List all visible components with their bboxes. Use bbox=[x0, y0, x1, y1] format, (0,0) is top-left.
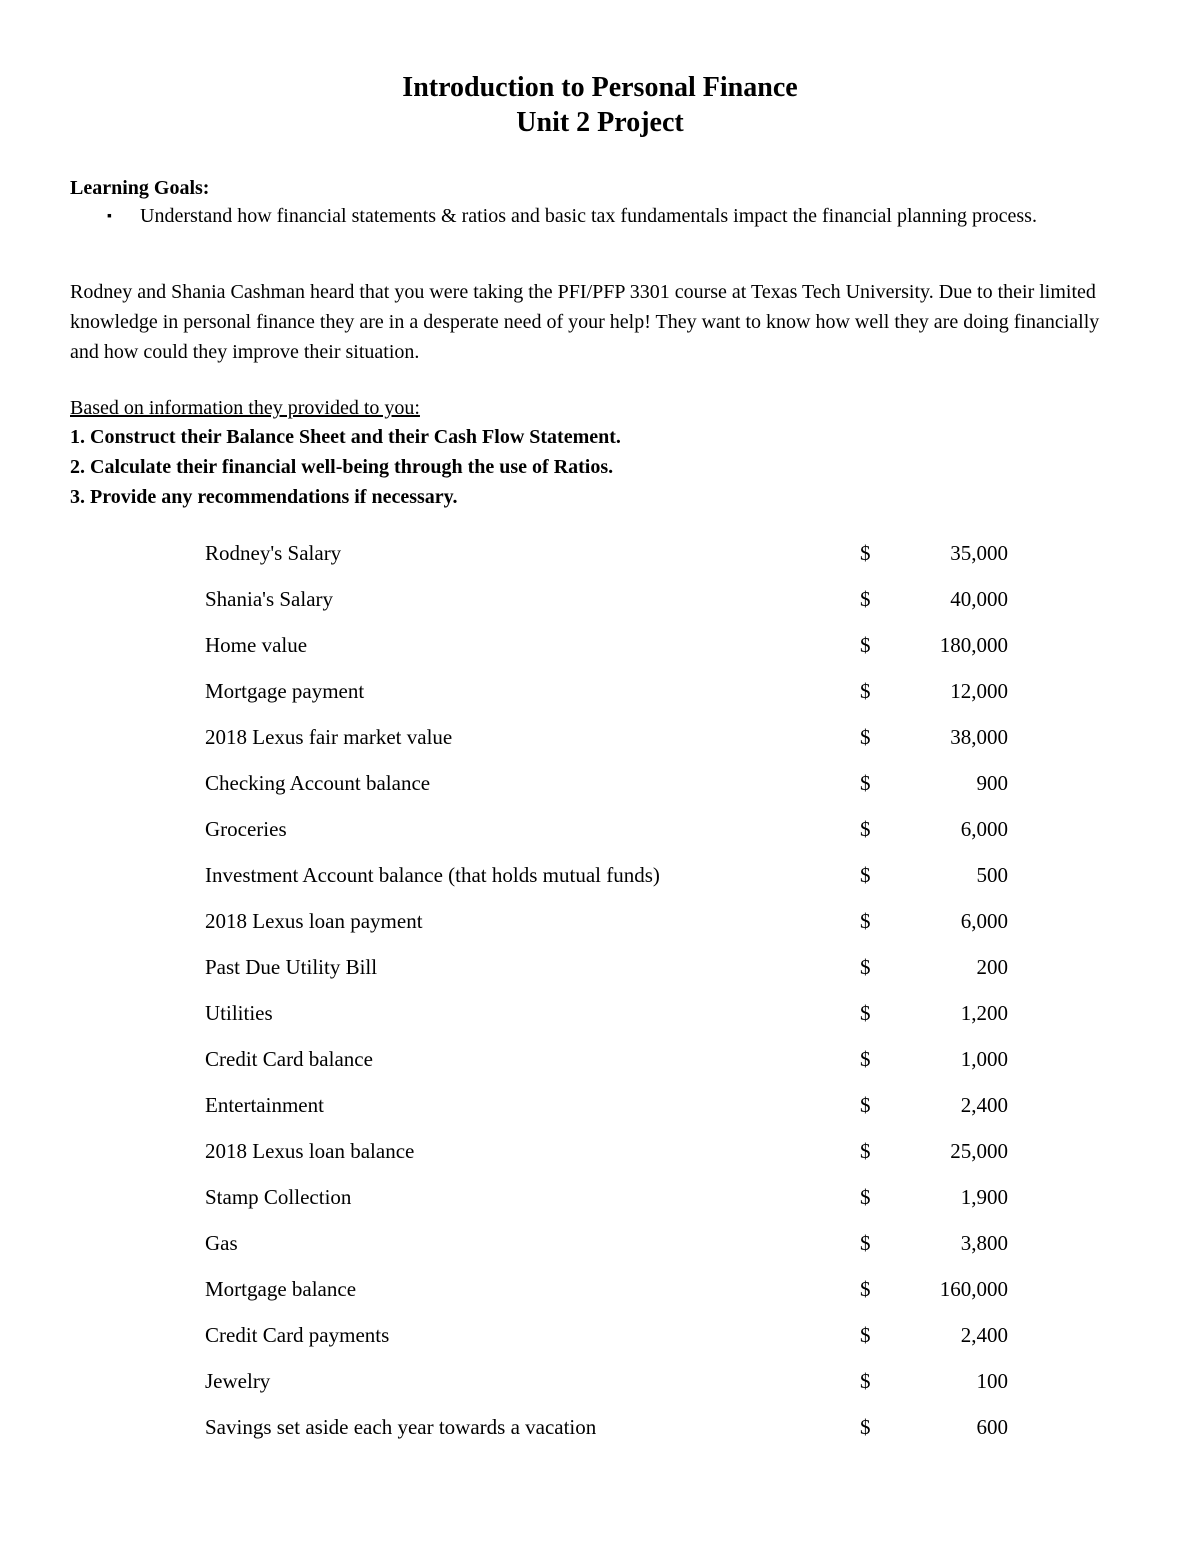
item-currency: $ bbox=[860, 1093, 871, 1117]
list-item bbox=[0, 760, 1200, 806]
item-currency: $ bbox=[860, 633, 871, 657]
document-title: Introduction to Personal Finance bbox=[402, 72, 798, 103]
item-amount: 35,000 bbox=[950, 541, 1008, 565]
learning-goal-item: Understand how financial statements & ratios and basic tax fundamentals impact the financial planning process. bbox=[140, 205, 1037, 227]
list-item bbox=[0, 1174, 1200, 1220]
item-currency: $ bbox=[860, 1323, 871, 1347]
list-item bbox=[0, 806, 1200, 852]
list-item bbox=[0, 1266, 1200, 1312]
list-item bbox=[0, 714, 1200, 760]
item-currency: $ bbox=[860, 909, 871, 933]
list-item bbox=[0, 1312, 1200, 1358]
item-currency: $ bbox=[860, 863, 871, 887]
document-subtitle: Unit 2 Project bbox=[516, 107, 684, 138]
item-amount: 40,000 bbox=[950, 587, 1008, 611]
item-amount: 1,000 bbox=[960, 1047, 1008, 1071]
list-item bbox=[0, 990, 1200, 1036]
list-item bbox=[0, 530, 1200, 576]
item-label: Rodney's Salary bbox=[205, 541, 342, 565]
item-currency: $ bbox=[860, 817, 871, 841]
item-currency: $ bbox=[860, 541, 871, 565]
list-item bbox=[0, 944, 1200, 990]
item-label: Mortgage balance bbox=[205, 1277, 357, 1301]
item-amount: 160,000 bbox=[939, 1277, 1008, 1301]
task-1: 1. Construct their Balance Sheet and their Cash Flow Statement. bbox=[70, 426, 621, 448]
list-item bbox=[0, 1128, 1200, 1174]
item-label: Entertainment bbox=[205, 1093, 324, 1117]
item-label: Savings set aside each year towards a vacation bbox=[205, 1415, 597, 1439]
item-label: Stamp Collection bbox=[205, 1185, 352, 1209]
item-label: Credit Card balance bbox=[205, 1047, 373, 1071]
item-label: Jewelry bbox=[205, 1369, 271, 1393]
list-item bbox=[0, 622, 1200, 668]
item-label: 2018 Lexus loan balance bbox=[205, 1139, 415, 1163]
item-amount: 200 bbox=[976, 955, 1008, 979]
item-amount: 2,400 bbox=[960, 1093, 1008, 1117]
task-2: 2. Calculate their financial well-being through the use of Ratios. bbox=[70, 456, 614, 478]
item-label: Checking Account balance bbox=[205, 771, 431, 795]
intro-paragraph: Rodney and Shania Cashman heard that you were taking the PFI/PFP 3301 course at Texas Tech University. Due to their limited knowledge in personal finance they are in a desperate need of your help! They want to know how well they are doing financially and how could they improve their situation. bbox=[70, 281, 1100, 363]
item-amount: 100 bbox=[976, 1369, 1008, 1393]
item-label: 2018 Lexus loan payment bbox=[205, 909, 423, 933]
item-label: Gas bbox=[205, 1231, 238, 1255]
item-amount: 3,800 bbox=[960, 1231, 1008, 1255]
item-label: Past Due Utility Bill bbox=[205, 955, 378, 979]
item-amount: 6,000 bbox=[960, 909, 1008, 933]
item-label: Shania's Salary bbox=[205, 587, 334, 611]
item-amount: 2,400 bbox=[960, 1323, 1008, 1347]
item-currency: $ bbox=[860, 1415, 871, 1439]
item-label: Utilities bbox=[205, 1001, 273, 1025]
list-item bbox=[0, 1082, 1200, 1128]
item-amount: 1,900 bbox=[960, 1185, 1008, 1209]
item-currency: $ bbox=[860, 955, 871, 979]
item-currency: $ bbox=[860, 1369, 871, 1393]
list-item bbox=[0, 1404, 1200, 1450]
list-item bbox=[0, 898, 1200, 944]
item-amount: 38,000 bbox=[950, 725, 1008, 749]
list-item bbox=[0, 576, 1200, 622]
item-currency: $ bbox=[860, 771, 871, 795]
list-item bbox=[0, 1036, 1200, 1082]
item-amount: 180,000 bbox=[939, 633, 1008, 657]
item-currency: $ bbox=[860, 1277, 871, 1301]
list-item bbox=[0, 852, 1200, 898]
item-currency: $ bbox=[860, 679, 871, 703]
item-amount: 25,000 bbox=[950, 1139, 1008, 1163]
instructions-heading: Based on information they provided to you: bbox=[70, 397, 420, 419]
item-label: Home value bbox=[205, 633, 308, 657]
list-item bbox=[0, 1220, 1200, 1266]
item-amount: 900 bbox=[976, 771, 1008, 795]
item-label: Credit Card payments bbox=[205, 1323, 390, 1347]
item-currency: $ bbox=[860, 1185, 871, 1209]
item-amount: 600 bbox=[976, 1415, 1008, 1439]
item-label: 2018 Lexus fair market value bbox=[205, 725, 453, 749]
item-label: Investment Account balance (that holds mutual funds) bbox=[205, 863, 660, 887]
task-3: 3. Provide any recommendations if necessary. bbox=[70, 486, 458, 508]
learning-goals-heading: Learning Goals: bbox=[70, 177, 210, 199]
item-amount: 1,200 bbox=[960, 1001, 1008, 1025]
item-currency: $ bbox=[860, 1231, 871, 1255]
list-item bbox=[0, 1358, 1200, 1404]
item-currency: $ bbox=[860, 725, 871, 749]
list-item bbox=[0, 668, 1200, 714]
item-label: Mortgage payment bbox=[205, 679, 365, 703]
item-currency: $ bbox=[860, 1001, 871, 1025]
bullet-icon: ▪ bbox=[107, 209, 112, 224]
item-currency: $ bbox=[860, 1139, 871, 1163]
financial-items-list bbox=[0, 530, 1200, 1450]
item-label: Groceries bbox=[205, 817, 287, 841]
item-currency: $ bbox=[860, 1047, 871, 1071]
item-amount: 12,000 bbox=[950, 679, 1008, 703]
item-amount: 500 bbox=[976, 863, 1008, 887]
item-amount: 6,000 bbox=[960, 817, 1008, 841]
item-currency: $ bbox=[860, 587, 871, 611]
